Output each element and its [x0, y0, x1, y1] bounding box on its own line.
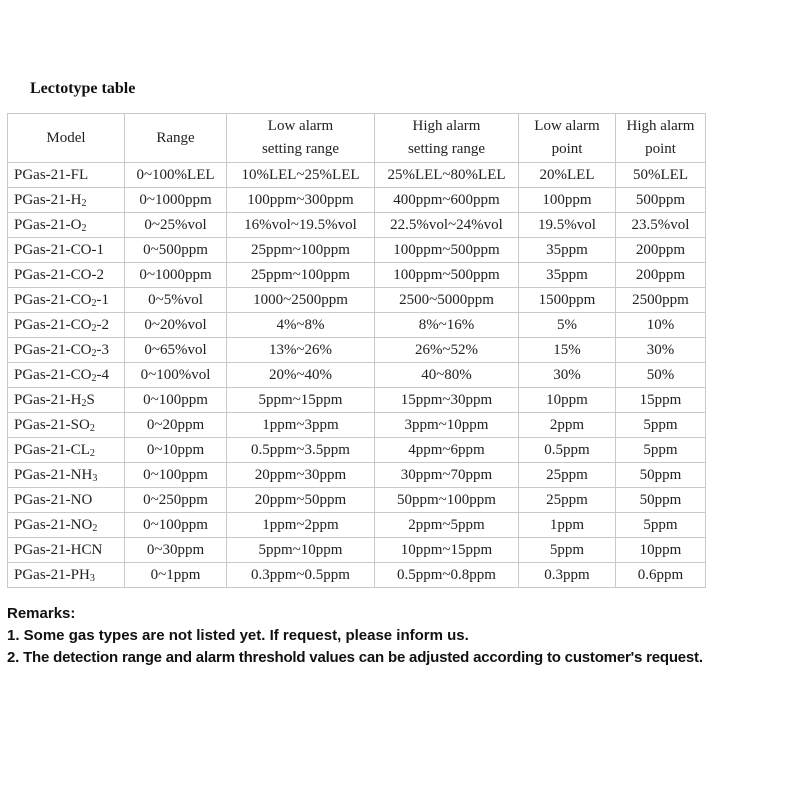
model-cell	[8, 188, 125, 213]
high-alarm-point-cell: 50%LEL	[616, 163, 706, 188]
table-row	[8, 563, 706, 588]
high-alarm-setting-range-cell: 10ppm~15ppm	[375, 538, 519, 563]
model-prefix: PGas-21-NH	[14, 467, 93, 483]
high-alarm-setting-range-cell: 0.5ppm~0.8ppm	[375, 563, 519, 588]
low-alarm-point-cell: 0.5ppm	[519, 438, 616, 463]
table-row	[8, 313, 706, 338]
header-high-setting-line-2: setting range	[407, 141, 486, 157]
model-cell	[8, 388, 125, 413]
range-cell: 0~1000ppm	[125, 188, 227, 213]
high-alarm-setting-range-cell: 2ppm~5ppm	[375, 513, 519, 538]
table-header	[8, 114, 706, 163]
high-alarm-point-cell: 5ppm	[616, 413, 706, 438]
low-alarm-setting-range-cell: 13%~26%	[227, 338, 375, 363]
range-cell: 0~1ppm	[125, 563, 227, 588]
low-alarm-setting-range-cell: 1000~2500ppm	[227, 288, 375, 313]
model-subscript: 2	[89, 448, 95, 459]
table-row	[8, 288, 706, 313]
low-alarm-setting-range-cell: 25ppm~100ppm	[227, 263, 375, 288]
low-alarm-point-cell: 0.3ppm	[519, 563, 616, 588]
model-cell	[8, 313, 125, 338]
model-subscript: 2	[91, 323, 97, 334]
range-cell: 0~500ppm	[125, 238, 227, 263]
low-alarm-setting-range-cell: 20%~40%	[227, 363, 375, 388]
high-alarm-setting-range-cell: 22.5%vol~24%vol	[375, 213, 519, 238]
model-prefix: PGas-21-CO-2	[14, 267, 104, 283]
model-subscript: 2	[92, 523, 98, 534]
model-cell	[8, 463, 125, 488]
model-prefix: PGas-21-NO	[14, 517, 93, 533]
model-prefix: PGas-21-CO	[14, 292, 92, 308]
table-row	[8, 513, 706, 538]
header-low-point-line-2: point	[551, 141, 583, 157]
model-subscript: 2	[89, 423, 95, 434]
model-suffix: S	[86, 392, 95, 408]
table-row	[8, 263, 706, 288]
model-suffix: -4	[96, 367, 109, 383]
high-alarm-point-cell: 5ppm	[616, 513, 706, 538]
header-range-label: Range	[156, 129, 195, 146]
model-cell	[8, 563, 125, 588]
high-alarm-setting-range-cell: 100ppm~500ppm	[375, 263, 519, 288]
model-cell	[8, 213, 125, 238]
range-cell: 0~100%LEL	[125, 163, 227, 188]
model-cell	[8, 238, 125, 263]
header-high-setting-line-1: High alarm	[412, 118, 481, 134]
remark-item: 2. The detection range and alarm threshold values can be adjusted according to customer's request.	[7, 649, 703, 666]
low-alarm-setting-range-cell: 100ppm~300ppm	[227, 188, 375, 213]
range-cell: 0~20%vol	[125, 313, 227, 338]
model-subscript: 2	[81, 198, 87, 209]
model-prefix: PGas-21-CO-1	[14, 242, 104, 258]
high-alarm-point-cell: 2500ppm	[616, 288, 706, 313]
high-alarm-setting-range-cell: 2500~5000ppm	[375, 288, 519, 313]
remark-item: 1. Some gas types are not listed yet. If request, please inform us.	[7, 627, 469, 644]
high-alarm-setting-range-cell: 400ppm~600ppm	[375, 188, 519, 213]
high-alarm-point-cell: 500ppm	[616, 188, 706, 213]
high-alarm-point-cell: 10ppm	[616, 538, 706, 563]
model-subscript: 2	[91, 298, 97, 309]
low-alarm-point-cell: 1500ppm	[519, 288, 616, 313]
remarks-section	[7, 603, 800, 669]
table-row	[8, 213, 706, 238]
table-body	[8, 163, 706, 588]
range-cell: 0~100%vol	[125, 363, 227, 388]
low-alarm-setting-range-cell: 16%vol~19.5%vol	[227, 213, 375, 238]
header-low-alarm-setting-range	[227, 114, 375, 163]
high-alarm-point-cell: 0.6ppm	[616, 563, 706, 588]
high-alarm-setting-range-cell: 100ppm~500ppm	[375, 238, 519, 263]
model-prefix: PGas-21-SO	[14, 417, 90, 433]
high-alarm-point-cell: 5ppm	[616, 438, 706, 463]
low-alarm-setting-range-cell: 5ppm~15ppm	[227, 388, 375, 413]
model-subscript: 3	[89, 573, 95, 584]
model-subscript: 3	[92, 473, 98, 484]
header-row	[8, 114, 706, 163]
range-cell: 0~10ppm	[125, 438, 227, 463]
table-row	[8, 488, 706, 513]
model-prefix: PGas-21-NO	[14, 492, 93, 508]
high-alarm-point-cell: 50ppm	[616, 463, 706, 488]
remarks-heading: Remarks:	[7, 605, 76, 622]
high-alarm-setting-range-cell: 8%~16%	[375, 313, 519, 338]
model-subscript: 2	[91, 373, 97, 384]
model-cell	[8, 338, 125, 363]
table-row	[8, 463, 706, 488]
low-alarm-setting-range-cell: 1ppm~3ppm	[227, 413, 375, 438]
low-alarm-point-cell: 25ppm	[519, 463, 616, 488]
low-alarm-setting-range-cell: 1ppm~2ppm	[227, 513, 375, 538]
low-alarm-point-cell: 5ppm	[519, 538, 616, 563]
range-cell: 0~25%vol	[125, 213, 227, 238]
low-alarm-point-cell: 15%	[519, 338, 616, 363]
range-cell: 0~1000ppm	[125, 263, 227, 288]
high-alarm-setting-range-cell: 4ppm~6ppm	[375, 438, 519, 463]
high-alarm-setting-range-cell: 3ppm~10ppm	[375, 413, 519, 438]
high-alarm-point-cell: 23.5%vol	[616, 213, 706, 238]
low-alarm-setting-range-cell: 5ppm~10ppm	[227, 538, 375, 563]
header-low-setting-line-2: setting range	[261, 141, 340, 157]
low-alarm-point-cell: 2ppm	[519, 413, 616, 438]
high-alarm-setting-range-cell: 26%~52%	[375, 338, 519, 363]
low-alarm-setting-range-cell: 4%~8%	[227, 313, 375, 338]
header-low-point-line-1: Low alarm	[534, 118, 600, 134]
range-cell: 0~20ppm	[125, 413, 227, 438]
lectotype-table	[7, 113, 706, 588]
model-suffix: -1	[96, 292, 109, 308]
page-title: Lectotype table	[30, 80, 136, 97]
model-prefix: PGas-21-CO	[14, 317, 92, 333]
header-high-alarm-point	[616, 114, 706, 163]
range-cell: 0~250ppm	[125, 488, 227, 513]
model-prefix: PGas-21-H	[14, 392, 82, 408]
model-subscript: 2	[91, 348, 97, 359]
range-cell: 0~65%vol	[125, 338, 227, 363]
high-alarm-point-cell: 15ppm	[616, 388, 706, 413]
high-alarm-point-cell: 200ppm	[616, 238, 706, 263]
range-cell: 0~100ppm	[125, 463, 227, 488]
low-alarm-setting-range-cell: 10%LEL~25%LEL	[227, 163, 375, 188]
high-alarm-point-cell: 50%	[616, 363, 706, 388]
range-cell: 0~100ppm	[125, 513, 227, 538]
model-subscript: 2	[81, 398, 87, 409]
high-alarm-setting-range-cell: 30ppm~70ppm	[375, 463, 519, 488]
header-high-alarm-setting-range	[375, 114, 519, 163]
low-alarm-setting-range-cell: 25ppm~100ppm	[227, 238, 375, 263]
table-row	[8, 438, 706, 463]
table-row	[8, 413, 706, 438]
model-prefix: PGas-21-CO	[14, 342, 92, 358]
header-range	[125, 114, 227, 163]
table-row	[8, 163, 706, 188]
high-alarm-setting-range-cell: 40~80%	[375, 363, 519, 388]
model-prefix: PGas-21-H	[14, 192, 82, 208]
high-alarm-setting-range-cell: 50ppm~100ppm	[375, 488, 519, 513]
low-alarm-setting-range-cell: 0.3ppm~0.5ppm	[227, 563, 375, 588]
range-cell: 0~100ppm	[125, 388, 227, 413]
model-prefix: PGas-21-CO	[14, 367, 92, 383]
header-model	[8, 114, 125, 163]
model-prefix: PGas-21-FL	[14, 167, 89, 183]
table-row	[8, 363, 706, 388]
model-cell	[8, 513, 125, 538]
header-model-label: Model	[46, 129, 86, 146]
low-alarm-point-cell: 5%	[519, 313, 616, 338]
low-alarm-point-cell: 100ppm	[519, 188, 616, 213]
model-prefix: PGas-21-HCN	[14, 542, 103, 558]
table-row	[8, 238, 706, 263]
model-cell	[8, 363, 125, 388]
high-alarm-setting-range-cell: 15ppm~30ppm	[375, 388, 519, 413]
table-row	[8, 538, 706, 563]
low-alarm-point-cell: 35ppm	[519, 238, 616, 263]
table-row	[8, 188, 706, 213]
model-cell	[8, 263, 125, 288]
model-prefix: PGas-21-CL	[14, 442, 90, 458]
low-alarm-point-cell: 30%	[519, 363, 616, 388]
low-alarm-setting-range-cell: 20ppm~50ppm	[227, 488, 375, 513]
model-prefix: PGas-21-PH	[14, 567, 90, 583]
high-alarm-point-cell: 30%	[616, 338, 706, 363]
low-alarm-point-cell: 20%LEL	[519, 163, 616, 188]
high-alarm-point-cell: 200ppm	[616, 263, 706, 288]
low-alarm-point-cell: 35ppm	[519, 263, 616, 288]
low-alarm-setting-range-cell: 20ppm~30ppm	[227, 463, 375, 488]
model-prefix: PGas-21-O	[14, 217, 82, 233]
header-low-alarm-point	[519, 114, 616, 163]
range-cell: 0~30ppm	[125, 538, 227, 563]
model-cell	[8, 488, 125, 513]
model-suffix: -3	[96, 342, 109, 358]
high-alarm-setting-range-cell: 25%LEL~80%LEL	[375, 163, 519, 188]
low-alarm-point-cell: 10ppm	[519, 388, 616, 413]
model-cell	[8, 163, 125, 188]
low-alarm-point-cell: 1ppm	[519, 513, 616, 538]
low-alarm-setting-range-cell: 0.5ppm~3.5ppm	[227, 438, 375, 463]
table-row	[8, 388, 706, 413]
table-row	[8, 338, 706, 363]
header-low-setting-line-1: Low alarm	[267, 118, 334, 134]
model-cell	[8, 413, 125, 438]
header-high-point-line-2: point	[645, 141, 676, 157]
model-subscript: 2	[81, 223, 87, 234]
model-cell	[8, 538, 125, 563]
model-suffix: -2	[96, 317, 109, 333]
header-high-point-line-1: High alarm	[626, 118, 695, 134]
range-cell: 0~5%vol	[125, 288, 227, 313]
low-alarm-point-cell: 25ppm	[519, 488, 616, 513]
low-alarm-point-cell: 19.5%vol	[519, 213, 616, 238]
model-cell	[8, 438, 125, 463]
model-cell	[8, 288, 125, 313]
high-alarm-point-cell: 50ppm	[616, 488, 706, 513]
high-alarm-point-cell: 10%	[616, 313, 706, 338]
